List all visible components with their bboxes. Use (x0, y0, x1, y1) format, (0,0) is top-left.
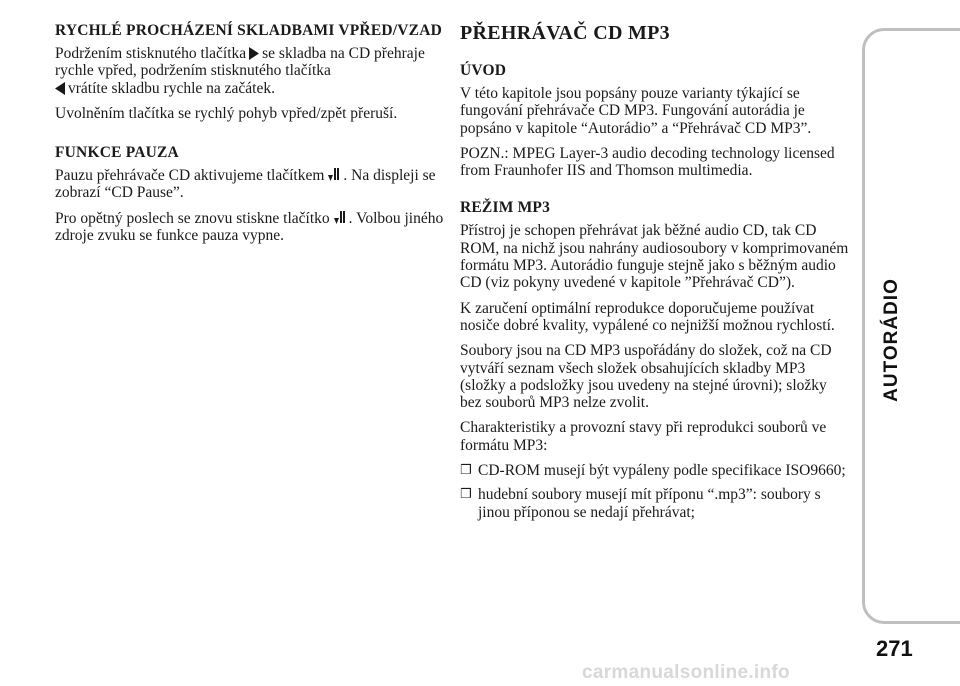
paragraph-pause: Pauzu přehrávače CD aktivujeme tlačítkem . Na displeji se zobrazí “CD Pause”. (55, 167, 436, 202)
paragraph-mp3-capability: Přístroj je schopen přehrávat jak běžné audio CD, tak CD ROM, na nichž jsou nahrány audiosoubory v komprimovaném formátu MP3. Autorádio funguje stejně jako s běžným audio CD (viz pokyny uvedené v kapitole ”Přehrávač CD”). (460, 222, 849, 292)
heading-pause: FUNKCE PAUZA (55, 144, 179, 162)
list-item: ❒ hudební soubory musejí mít příponu “.mp3”: soubory s jinou příponou se nedají přehrávat; (460, 486, 821, 521)
chapter-tab-label: AUTORÁDIO (881, 278, 902, 402)
list-item: ❒ CD-ROM musejí být vypáleny podle specifikace ISO9660; (460, 462, 846, 480)
left-column (55, 22, 445, 252)
pause-symbol-icon (333, 210, 346, 225)
paragraph-resume: Pro opětný poslech se znovu stiskne tlačítko . Volbou jiného zdroje zvuku se funkce pauza vypne. (55, 209, 444, 245)
paragraph-characteristics: Charakteristiky a provozní stavy při reprodukci souborů ve formátu MP3: (460, 419, 827, 454)
paragraph-intro: V této kapitole jsou popsány pouze varianty týkající se fungování přehrávače CD MP3. Fungování autorádia je popsáno v kapitole “Autorádio” a “Přehrávač CD MP3”. (460, 85, 812, 137)
page-number: 271 (876, 636, 913, 661)
paragraph-fast-browse: Podržením stisknutého tlačítka se skladba na CD přehraje rychle vpřed, podržením stisknutého tlačítka vrátíte skladbu rychle na začátek. (55, 45, 425, 97)
checkbox-bullet-icon: ❒ (460, 487, 472, 503)
paragraph-release: Uvolněním tlačítka se rychlý pohyb vpřed/zpět přeruší. (55, 104, 398, 122)
right-column (460, 22, 852, 528)
fast-forward-arrow-icon (249, 47, 259, 60)
pause-symbol-icon (327, 167, 340, 182)
heading-mp3-mode: REŽIM MP3 (460, 199, 551, 217)
heading-fast-browse: RYCHLÉ PROCHÁZENÍ SKLADBAMI VPŘED/VZAD (55, 22, 442, 39)
paragraph-quality: K zaručení optimální reprodukce doporučujeme používat nosiče dobré kvality, vypálené co nejnižší možnou rychlostí. (460, 299, 835, 334)
paragraph-folders: Soubory jsou na CD MP3 uspořádány do složek, což na CD vytváří seznam všech složek obsahujících skladby MP3 (složky a podsložky jsou uvedeny na stejné úrovni); složky bez souborů MP3 nelze zvolit. (460, 342, 832, 412)
section-title: PŘEHRÁVAČ CD MP3 (460, 22, 670, 44)
checkbox-bullet-icon: ❒ (460, 463, 472, 479)
heading-intro: ÚVOD (460, 62, 507, 79)
paragraph-note: POZN.: MPEG Layer-3 audio decoding technology licensed from Fraunhofer IIS and Thomson multimedia. (460, 144, 835, 180)
rewind-arrow-icon (55, 82, 65, 95)
watermark: carmanualsonline.info (582, 662, 790, 683)
